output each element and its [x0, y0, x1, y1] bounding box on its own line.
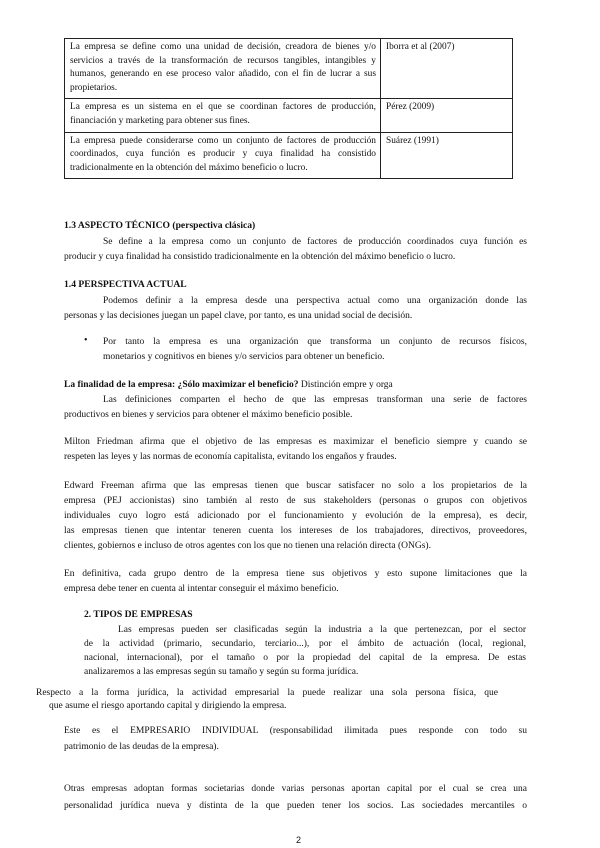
paragraph-line: individuales cuyo logro está adicionado por el funcionamiento y evolución de la empresa), es decir,	[64, 511, 527, 521]
definition-cell: La empresa puede considerarse como un conjunto de factores de producción coordinados, cuya función es producir y cuya finalidad ha consistido tradicionalmente en la obtención del máximo beneficio o lucro.	[65, 132, 381, 179]
section-heading-1-4: 1.4 PERSPECTIVA ACTUAL	[64, 279, 187, 290]
paragraph-line: Milton Friedman afirma que el objetivo de las empresas es maximizar el beneficio siempre y cuando se	[64, 437, 527, 447]
section-heading-2: 2. TIPOS DE EMPRESAS	[84, 609, 193, 620]
bullet-icon: •	[84, 335, 88, 346]
paragraph-line: analizaremos a las empresas según su tamaño y según su forma jurídica.	[84, 667, 359, 677]
paragraph-line: de la actividad (primario, secundario, terciario...), por el ámbito de actuación (local, regional,	[84, 639, 526, 649]
paragraph-line: Respecto a la forma jurídica, la actividad empresarial la puede realizar una sola persona física, que	[36, 688, 498, 698]
paragraph-line: personas y las decisiones juegan un papel clave, por tanto, es una unidad social de decisión.	[64, 311, 413, 321]
paragraph-line: nacional, internacional), por el tamaño o por la propiedad del capital de la empresa. De estas	[84, 653, 526, 663]
table-row	[65, 39, 513, 99]
paragraph-line: Edward Freeman afirma que las empresas tienen que buscar satisfacer no solo a los propietarios de la	[64, 481, 527, 491]
paragraph-line: empresa debe tener en cuenta al intentar conseguir el máximo beneficio.	[64, 584, 339, 594]
paragraph-line: Las definiciones comparten el hecho de que las empresas transforman una serie de factores	[103, 395, 527, 405]
bullet-line: Por tanto la empresa es una organización que transforma un conjunto de recursos físicos,	[103, 337, 527, 347]
paragraph-line: las empresas tienen que intentar teneren cuenta los intereses de los trabajadores, directivos, proveedores,	[64, 526, 527, 536]
paragraph-line: Este es el EMPRESARIO INDIVIDUAL (responsabilidad ilimitada pues responde con todo su	[64, 726, 527, 736]
paragraph-line: Se define a la empresa como un conjunto de factores de producción coordinados cuya función es	[103, 237, 527, 247]
section-heading-1-3: 1.3 ASPECTO TÉCNICO (perspectiva clásica)	[64, 220, 256, 231]
paragraph-line: Otras empresas adoptan formas societarias donde varias personas aportan capital por el cual se crea una	[64, 784, 527, 794]
paragraph-line: productivos en bienes y servicios para obtener el máximo beneficio posible.	[64, 410, 353, 420]
table-row	[65, 99, 513, 132]
paragraph-line: patrimonio de las deudas de la empresa).	[64, 742, 219, 752]
source-cell: Suárez (1991)	[381, 132, 513, 179]
source-cell: Iborra et al (2007)	[381, 39, 513, 99]
bullet-line: monetarios y cognitivos en bienes y/o servicios para obtener un beneficio.	[103, 352, 385, 362]
finalidad-heading-bold: La finalidad de la empresa: ¿Sólo maximizar el beneficio?	[64, 380, 299, 390]
paragraph-line: respeten las leyes y las normas de economía capitalista, evitando los engaños y fraudes.	[64, 452, 397, 462]
paragraph-line: producir y cuya finalidad ha consistido tradicionalmente en la obtención del máximo beneficio o lucro.	[64, 252, 456, 262]
paragraph-line: empresa (PEJ accionistas) sino también al resto de sus stakeholders (personas o grupos con objetivos	[64, 496, 527, 506]
definition-cell: La empresa es un sistema en el que se coordinan factores de producción, financiación y marketing para obtener sus fines.	[65, 99, 381, 132]
paragraph-line: En definitiva, cada grupo dentro de la empresa tiene sus objetivos y esto supone limitaciones que la	[64, 569, 527, 579]
source-cell: Pérez (2009)	[381, 99, 513, 132]
definition-cell: La empresa se define como una unidad de decisión, creadora de bienes y/o servicios a través de la transformación de recursos tangibles, intangibles y humanos, generando en ese proceso valor añadido, con el fin de lucrar a sus propietarios.	[65, 39, 381, 99]
paragraph-line: clientes, gobiernos e incluso de otros agentes con los que no tienen una relación directa (ONGs).	[64, 541, 431, 551]
table-row	[65, 132, 513, 179]
definitions-table	[64, 38, 513, 179]
page-number: 2	[296, 835, 302, 845]
paragraph-line: Podemos definir a la empresa desde una perspectiva actual como una organización donde las	[103, 296, 527, 306]
finalidad-heading-rest: Distinción empre y orga	[298, 380, 393, 390]
paragraph-line: Las empresas pueden ser clasificadas según la industria a la que pertenezcan, por el sector	[118, 625, 526, 635]
paragraph-line: personalidad jurídica nueva y distinta de la que pueden tener los socios. Las sociedades mercantiles o	[64, 801, 527, 811]
finalidad-heading	[64, 378, 527, 393]
paragraph-line: que asume el riesgo aportando capital y dirigiendo la empresa.	[49, 701, 287, 711]
